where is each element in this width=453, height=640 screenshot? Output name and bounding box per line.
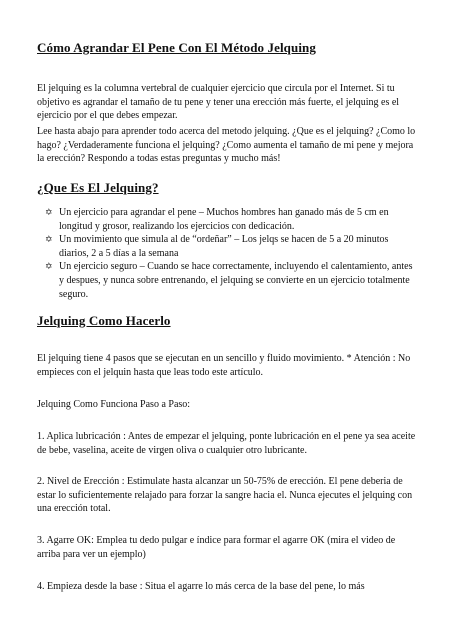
- bullet-item: [37, 206, 417, 233]
- how-paragraph-2: Jelquing Como Funciona Paso a Paso:: [37, 399, 191, 410]
- heading-que-es-el-jelquing: ¿Que Es El Jelquing?: [37, 180, 159, 195]
- how-paragraph-1: El jelquing tiene 4 pasos que se ejecutan en un sencillo y fluido movimiento. * Atención : No empieces con el jelquin hasta que leas todo este artículo.: [37, 353, 411, 378]
- bullet-item: [37, 260, 417, 301]
- bullet-text: Un ejercicio para agrandar el pene – Muchos hombres han ganado más de 5 cm en longitud y grosor, realizando los ejercicios con dedicación.: [59, 207, 389, 232]
- bullet-text: Un movimiento que simula al de “ordeñar” – Los jelqs se hacen de 5 a 20 minutos diarios, 2 a 5 días a la semana: [59, 234, 389, 259]
- heading-jelquing-como-hacerlo: Jelquing Como Hacerlo: [37, 313, 171, 328]
- intro-paragraph-2: Lee hasta abajo para aprender todo acerca del metodo jelquing. ¿Que es el jelquing? ¿Como lo hago? ¿Verdaderamente funciona el jelquing? ¿Como aumenta el tamaño de mi pene y mejora la erección? Respondo a todas estas preguntas y mucho más!: [37, 126, 416, 165]
- step-2-paragraph: 2. Nivel de Erección : Estimulate hasta alcanzar un 50-75% de erección. El pene deberia de estar lo suficientemente relajado para forzar la sangre hacia el. Nunca ejecutes el jelquing con una erección total.: [37, 476, 413, 515]
- bullet-text: Un ejercicio seguro – Cuando se hace correctamente, incluyendo el calentamiento, antes y despues, y nunca sobre entrenando, el jelquing se convierte en un ejercicio totalmente seguro.: [59, 261, 413, 300]
- bullet-star-icon: ✡: [45, 207, 53, 217]
- bullet-star-icon: ✡: [45, 261, 53, 272]
- step-1-paragraph: 1. Aplica lubricación : Antes de empezar el jelquing, ponte lubricación en el pene ya sea aceite de bebe, vaselina, aceite de virgen oliva o cualquier otro lubricante.: [37, 431, 416, 456]
- heading-como-agrandar: Cómo Agrandar El Pene Con El Método Jelquing: [37, 40, 316, 55]
- intro-paragraph-1: El jelquing es la columna vertebral de cualquier ejercicio que circula por el Internet. Si tu objetivo es agrandar el tamaño de tu pene y tener una erección más fuerte, el jelquing es el ejercicio por el que debes empezar.: [37, 83, 400, 122]
- bullet-item: [37, 233, 417, 260]
- bullet-star-icon: ✡: [45, 234, 53, 245]
- definition-bullet-list: [37, 206, 417, 301]
- step-3-paragraph: 3. Agarre OK: Emplea tu dedo pulgar e índice para formar el agarre OK (mira el video de arriba para ver un ejemplo): [37, 535, 396, 560]
- step-4-paragraph: 4. Empieza desde la base : Situa el agarre lo más cerca de la base del pene, lo más: [37, 581, 365, 592]
